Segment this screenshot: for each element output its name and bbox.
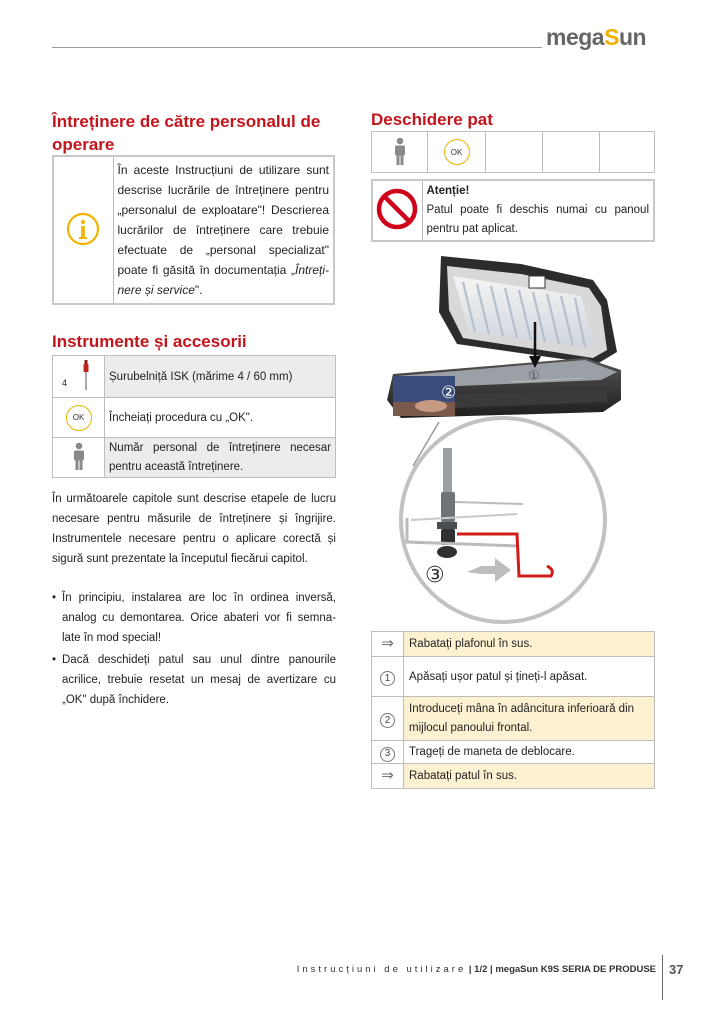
step-text: Apăsați ușor patul și țineți-l apăsat. bbox=[404, 657, 655, 697]
note-item: • În principiu, instalarea are loc în ordinea inversă, analog cu demontarea. Orice abateri vor fi semna-late în mod special! bbox=[52, 588, 336, 648]
tools-row-person bbox=[53, 438, 336, 478]
ok-cell bbox=[53, 398, 105, 438]
warning-text: Patul poate fi deschis numai cu panoul pentru pat aplicat. bbox=[426, 204, 649, 235]
step-row bbox=[372, 657, 655, 697]
header-rule bbox=[52, 47, 542, 48]
step-row bbox=[372, 697, 655, 741]
step-number-2: 2 bbox=[380, 713, 395, 728]
footer-document-info bbox=[297, 964, 656, 975]
figure-label-3: ③ bbox=[425, 563, 445, 588]
step-number bbox=[372, 697, 404, 741]
person-text: Număr personal de întreținere necesar pentru această întreținere. bbox=[105, 438, 336, 478]
ok-button-icon: OK bbox=[444, 139, 470, 165]
step-row bbox=[372, 764, 655, 789]
opening-ok-cell bbox=[428, 132, 486, 173]
opening-tools-table bbox=[371, 131, 655, 173]
opening-steps-table bbox=[371, 631, 655, 789]
empty-cell bbox=[543, 132, 600, 173]
figure-label-1: ① bbox=[528, 369, 540, 384]
tanning-bed-illustration bbox=[371, 252, 655, 624]
prohibition-icon bbox=[376, 188, 418, 230]
step-number bbox=[372, 741, 404, 764]
warning-box bbox=[371, 179, 655, 242]
ok-text: Încheiați procedura cu „OK". bbox=[105, 398, 336, 438]
tools-row-ok bbox=[53, 398, 336, 438]
tools-row-screwdriver bbox=[53, 356, 336, 398]
person-cell bbox=[53, 438, 105, 478]
maintenance-heading: Întreținere de către personalul de operare bbox=[52, 112, 321, 154]
step-number-1: 1 bbox=[380, 671, 395, 686]
step-arrow-icon: ⇒ bbox=[372, 764, 404, 789]
warning-icon-cell bbox=[372, 180, 422, 241]
step-row bbox=[372, 632, 655, 657]
step-number-3: 3 bbox=[380, 747, 395, 762]
step-number bbox=[372, 657, 404, 697]
brand-logo: megaSun bbox=[546, 24, 647, 50]
step-arrow-icon: ⇒ bbox=[372, 632, 404, 657]
maintenance-info-box bbox=[52, 155, 335, 305]
maintenance-text: În aceste Instrucțiuni de utilizare sunt descrise lucrările de întreținere pentru „personalul de exploatare"! Descrierea lucrărilor de întreținere care trebuie efectuate de „personal specializat" poate fi găsită în documentația „Întreți-nere și service". bbox=[117, 163, 329, 297]
info-icon-cell bbox=[53, 156, 113, 304]
person-icon bbox=[393, 137, 407, 165]
screwdriver-text: Șurubelniță ISK (mărime 4 / 60 mm) bbox=[105, 356, 336, 398]
intro-paragraph: În următoarele capitole sunt descrise etapele de lucru necesare pentru măsurile de întreținere și îngrijire. Instrumentele necesare pentru o aplicare corectă și sigură sunt prezentate la începutul fiecărui capitol. bbox=[52, 493, 336, 565]
warning-text-cell bbox=[422, 180, 654, 241]
footer-doc-title: Instrucțiuni de utilizare bbox=[296, 964, 467, 975]
info-icon bbox=[66, 212, 100, 246]
step-text: Introduceți mâna în adâncitura inferioară din mijlocul panoului frontal. bbox=[404, 697, 655, 741]
footer-divider bbox=[662, 955, 663, 1000]
tools-table bbox=[52, 355, 336, 478]
footer-separator: | 1/2 | bbox=[466, 964, 496, 975]
note-item: • Dacă deschideți patul sau unul dintre panourile acrilice, trebuie resetat un mesaj de avertizare cu „OK" după închidere. bbox=[52, 650, 336, 710]
notes-list bbox=[52, 588, 336, 712]
empty-cell bbox=[486, 132, 543, 173]
opening-person-cell bbox=[372, 132, 428, 173]
empty-cell bbox=[600, 132, 655, 173]
screwdriver-cell bbox=[53, 356, 105, 398]
warning-title: Atenție! bbox=[426, 185, 470, 197]
tools-heading: Instrumente și accesorii bbox=[52, 332, 247, 351]
screwdriver-icon bbox=[81, 360, 91, 390]
person-icon bbox=[72, 442, 86, 470]
figure-label-2-small: ② bbox=[441, 383, 457, 403]
screwdriver-size: 4 bbox=[62, 378, 68, 388]
step-row bbox=[372, 741, 655, 764]
step-text: Rabatați plafonul în sus. bbox=[404, 632, 655, 657]
ok-button-icon: OK bbox=[66, 405, 92, 431]
maintenance-text-cell bbox=[113, 156, 334, 304]
step-text: Rabatați patul în sus. bbox=[404, 764, 655, 789]
footer-product: megaSun K9S SERIA DE PRODUSE bbox=[495, 964, 656, 975]
opening-heading: Deschidere pat bbox=[371, 110, 493, 129]
step-text: Trageți de maneta de deblocare. bbox=[404, 741, 655, 764]
page-number: 37 bbox=[669, 962, 684, 977]
